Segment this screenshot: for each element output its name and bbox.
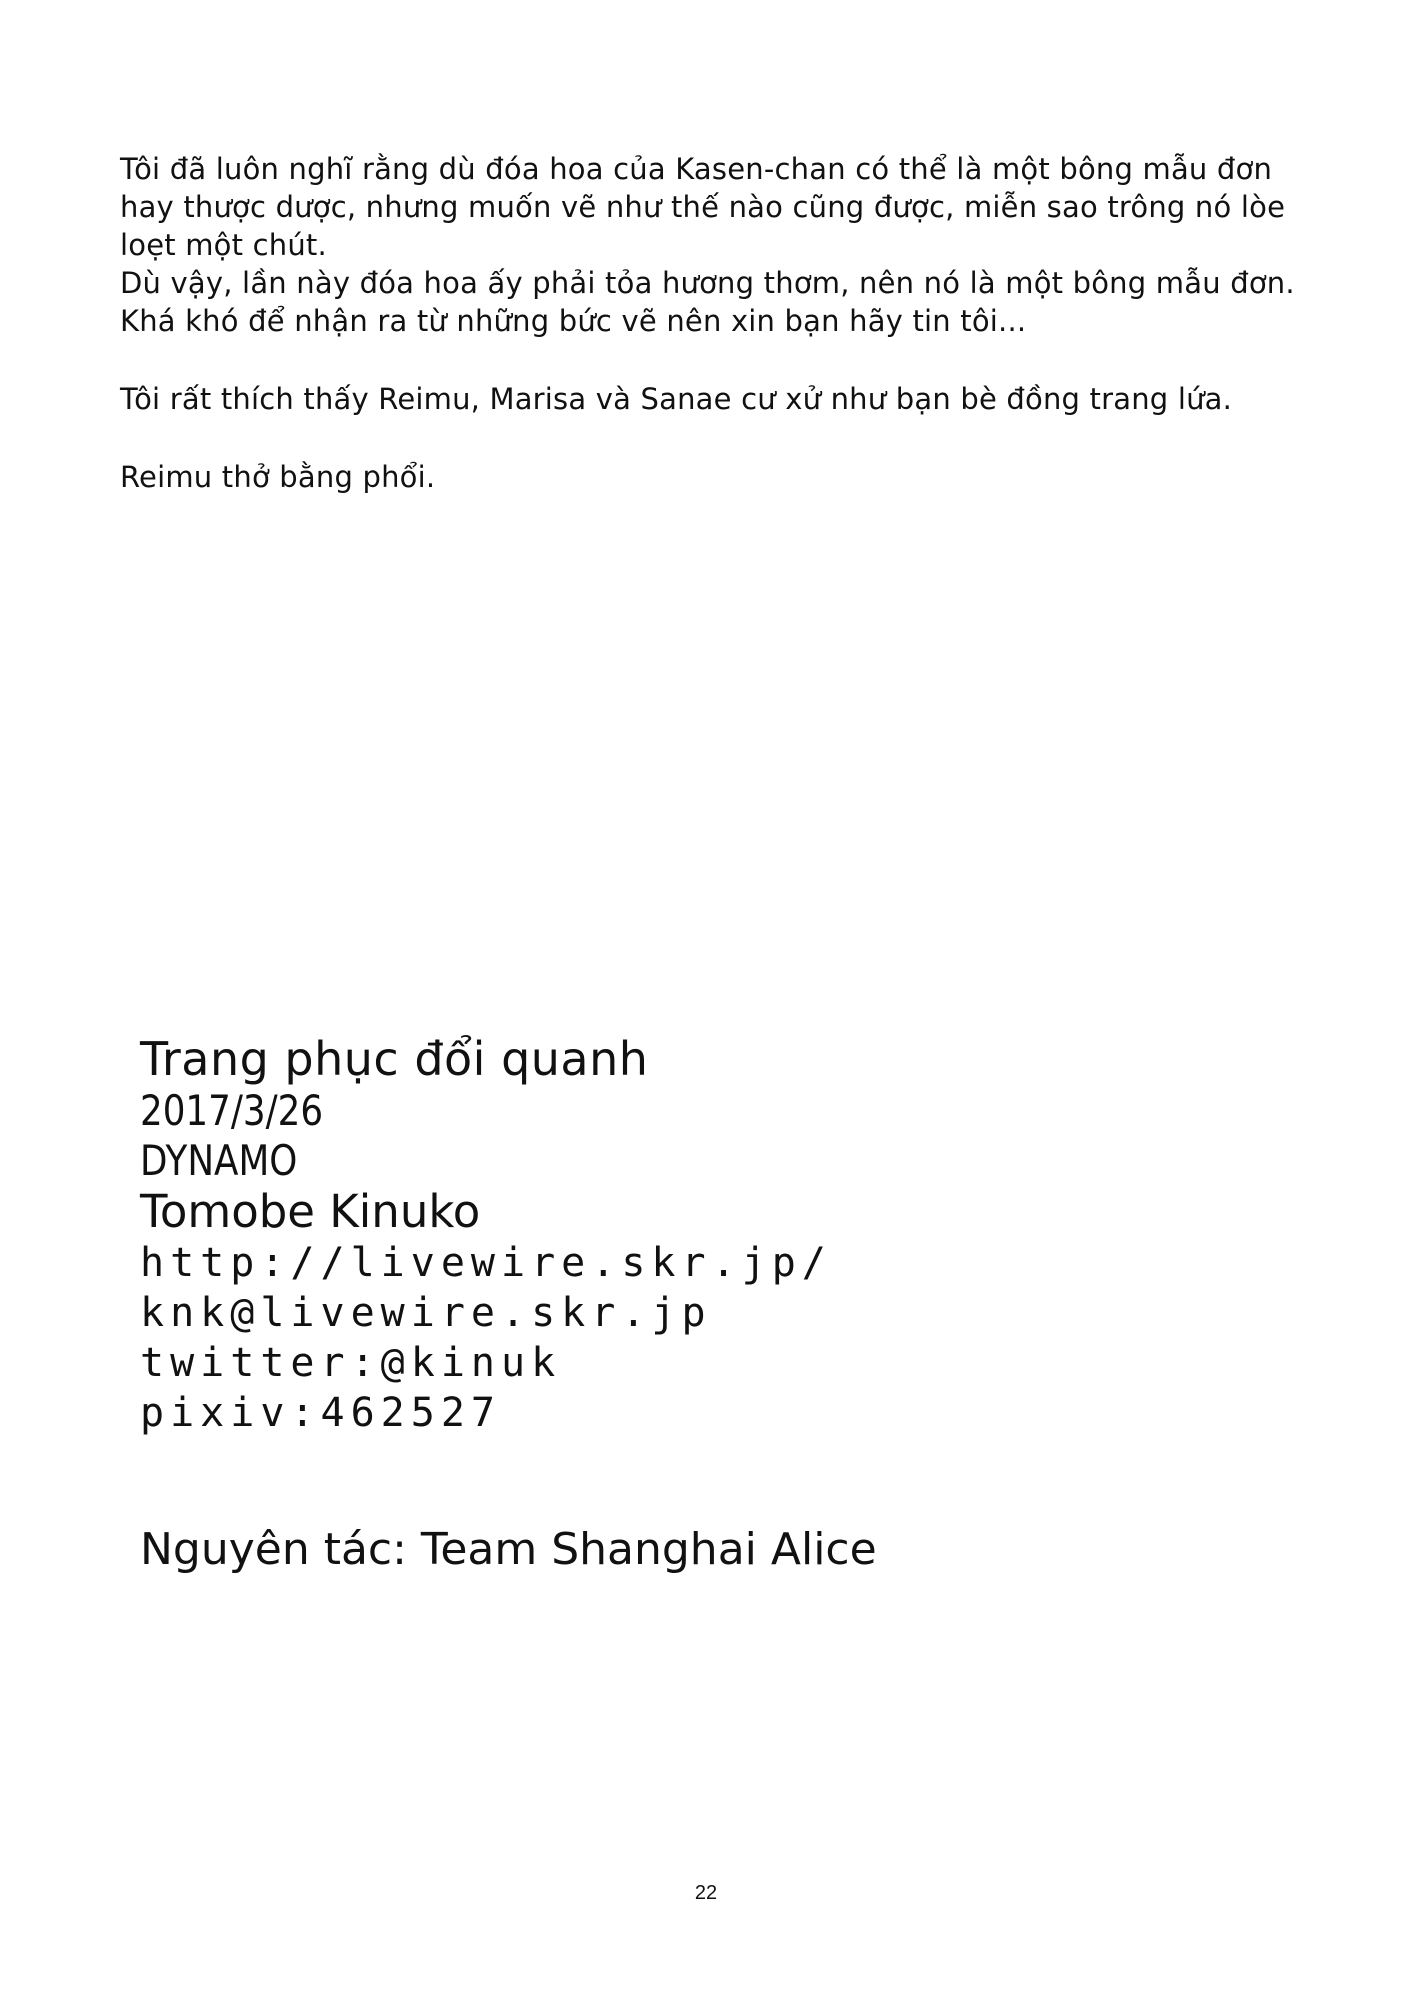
- original-work-credit: Nguyên tác: Team Shanghai Alice: [140, 1524, 877, 1575]
- afterword-paragraph-1: Tôi đã luôn nghĩ rằng dù đóa hoa của Kasen-chan có thể là một bông mẫu đơn hay thược dược, nhưng muốn vẽ như thế nào cũng được, miễn sao trông nó lòe loẹt một chút.: [120, 152, 1286, 262]
- website-url: http://livewire.skr.jp/: [140, 1240, 832, 1286]
- afterword-paragraph-3: Tôi rất thích thấy Reimu, Marisa và Sanae cư xử như bạn bè đồng trang lứa.: [120, 382, 1233, 416]
- pixiv-id: pixiv:462527: [140, 1390, 501, 1436]
- publication-date: 2017/3/26: [140, 1086, 324, 1135]
- contact-email: knk@livewire.skr.jp: [140, 1290, 712, 1336]
- colophon: [140, 1032, 1040, 1438]
- book-title: Trang phục đổi quanh: [140, 1032, 649, 1086]
- afterword-paragraph-2: Dù vậy, lần này đóa hoa ấy phải tỏa hương thơm, nên nó là một bông mẫu đơn. Khá khó để nhận ra từ những bức vẽ nên xin bạn hãy tin tôi...: [120, 266, 1295, 338]
- author-name: Tomobe Kinuko: [140, 1185, 481, 1238]
- afterword-paragraph-4: Reimu thở bằng phổi.: [120, 460, 436, 494]
- page-number: 22: [694, 1882, 718, 1904]
- afterword-text: [120, 150, 1320, 496]
- twitter-handle: twitter:@kinuk: [140, 1340, 562, 1386]
- circle-name: DYNAMO: [140, 1136, 298, 1185]
